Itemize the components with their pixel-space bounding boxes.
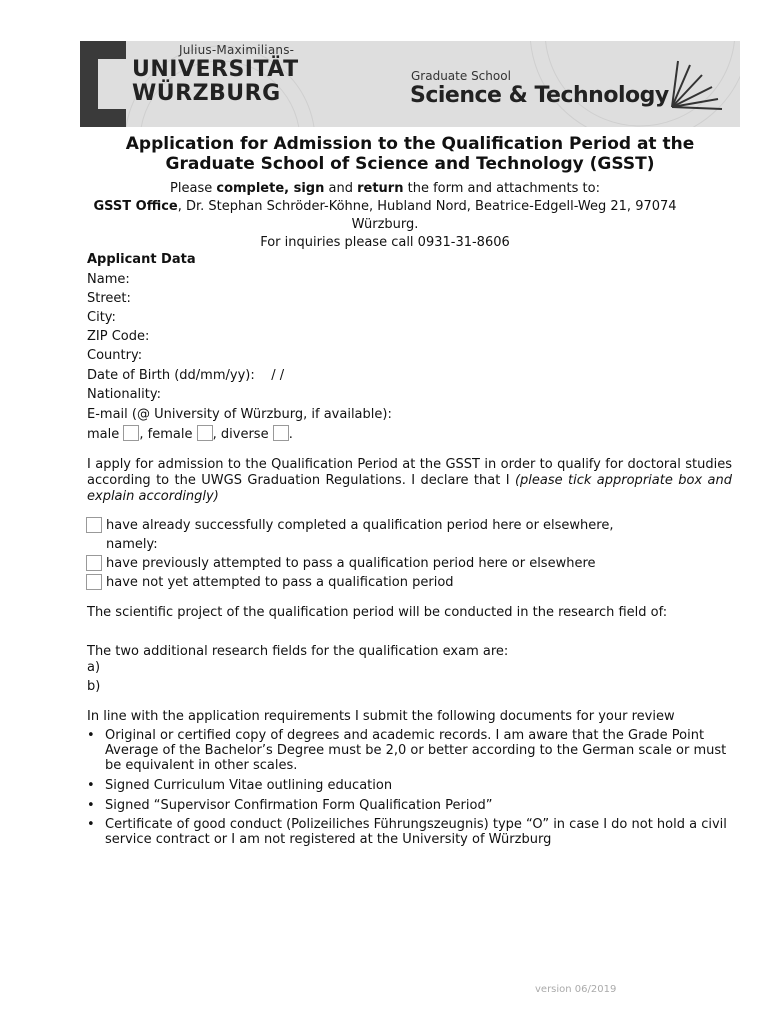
field-b-label: b) [87,679,101,694]
dob-field-label: Date of Birth (dd/mm/yy): / / [87,368,285,383]
email-field-label: E-mail (@ University of Würzburg, if available): [87,407,392,422]
instructions-line: Please complete, sign and return the form and attachments to: [170,181,600,196]
university-name-line2: WÜRZBURG [132,81,281,106]
bullet-marker: • [87,728,95,743]
research-field-label: The scientific project of the qualification period will be conducted in the research field of: [87,605,668,620]
university-name-line1: UNIVERSITÄT [132,57,299,82]
dob-separators: / / [271,368,285,383]
diverse-checkbox[interactable] [273,425,289,441]
document-item: Signed Curriculum Vitae outlining education [105,778,393,793]
bullet-marker: • [87,817,95,832]
female-checkbox[interactable] [197,425,213,441]
nationality-field-label: Nationality: [87,387,162,402]
name-field-label: Name: [87,272,130,287]
country-field-label: Country: [87,348,143,363]
office-city: Würzburg. [351,217,419,232]
document-item: Original or certified copy of degrees and academic records. I am aware that the Grade Point Average of the Bachelor’s Degree must be 2,0 or better according to the German scale or must be equivalent in other scales. [105,728,727,773]
option-attempted-label: have previously attempted to pass a qualification period here or elsewhere [106,556,596,571]
university-prefix: Julius-Maximilians- [179,43,295,57]
documents-intro: In line with the application requirements I submit the following documents for your review [87,709,675,724]
version-label: version 06/2019 [535,984,617,995]
option-completed-label: have already successfully completed a qualification period here or elsewhere, [106,518,614,533]
logo-bracket [80,41,126,127]
document-item: Signed “Supervisor Confirmation Form Qualification Period” [105,798,493,813]
inquiries-line: For inquiries please call 0931-31-8606 [260,235,510,250]
gender-row: male , female , diverse . [87,427,293,442]
option-completed-namely: namely: [106,537,158,552]
additional-fields-label: The two additional research fields for the qualification exam are: [87,644,509,659]
bullet-marker: • [87,798,95,813]
header-banner [80,41,740,127]
street-field-label: Street: [87,291,131,306]
male-checkbox[interactable] [123,425,139,441]
office-address: GSST Office, Dr. Stephan Schröder-Köhne, Hubland Nord, Beatrice-Edgell-Weg 21, 97074 [93,199,677,214]
option-not-attempted-label: have not yet attempted to pass a qualification period [106,575,454,590]
option-not-attempted-checkbox[interactable] [86,574,102,590]
option-completed-checkbox[interactable] [86,517,102,533]
zip-field-label: ZIP Code: [87,329,150,344]
field-a-label: a) [87,660,101,675]
applicant-heading: Applicant Data [87,252,196,267]
city-field-label: City: [87,310,116,325]
document-item: Certificate of good conduct (Polizeiliches Führungszeugnis) type “O” in case I do not hold a civil service contract or I am not registered at the University of Würzburg [105,817,727,847]
option-attempted-checkbox[interactable] [86,555,102,571]
graduate-school-name: Science & Technology [410,83,669,108]
gsst-logo-icon [668,57,728,113]
bullet-marker: • [87,778,95,793]
graduate-school-label: Graduate School [411,69,511,83]
application-statement: I apply for admission to the Qualification Period at the GSST in order to qualify for doctoral studies according to the UWGS Graduation Regulations. I declare that I (please tick appropriate box and explain accordingly) [87,457,732,504]
form-title: Application for Admission to the Qualification Period at the Graduate School of Science and Technology (GSST) [125,134,695,174]
